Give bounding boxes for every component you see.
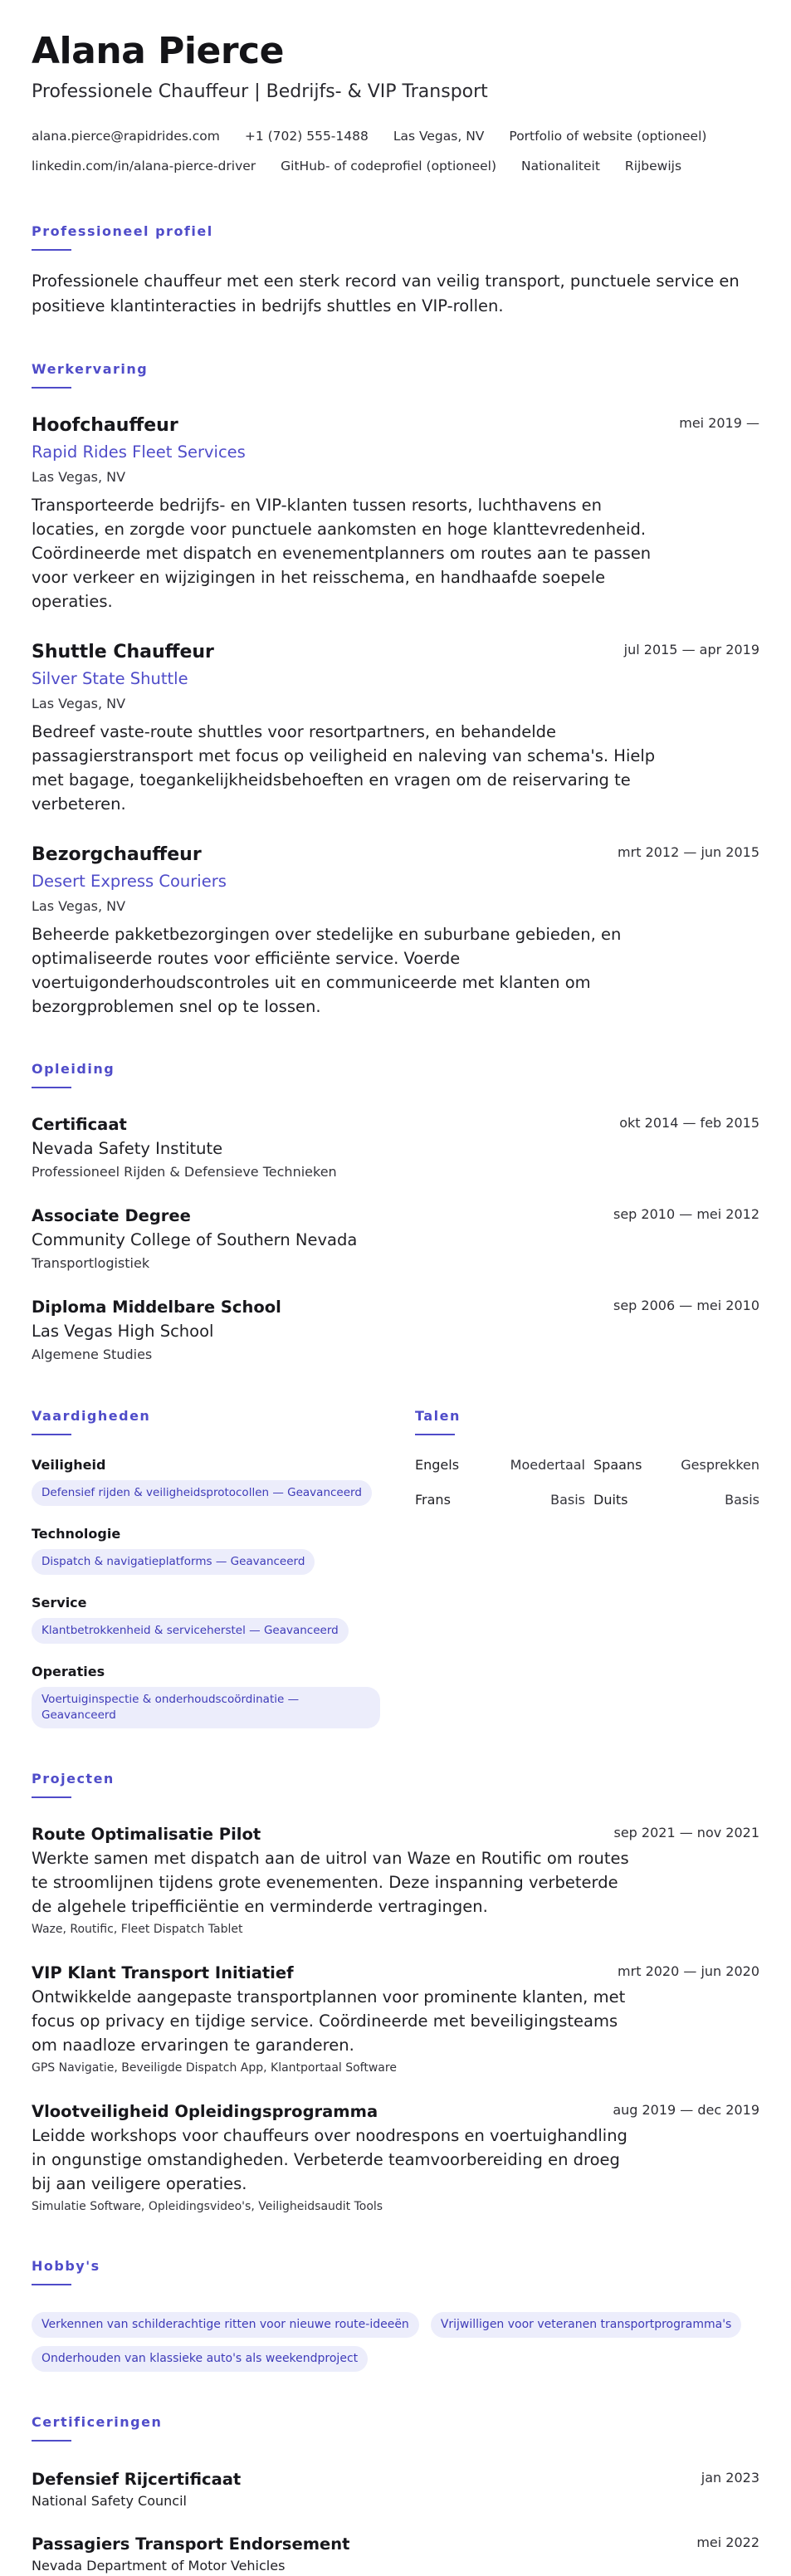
section-title: Professioneel profiel [32,223,213,239]
skill-chip: Dispatch & navigatieplatforms — Geavanceerd [32,1549,315,1575]
education-dates: sep 2006 — mei 2010 [613,1298,759,1313]
project-title: Vlootveiligheid Opleidingsprogramma [32,2102,378,2121]
hobby-chip: Vrijwilligen voor veteranen transportprogramma's [431,2312,742,2338]
education-school: Las Vegas High School [32,1322,214,1341]
certification-date: jan 2023 [701,2470,759,2486]
section-title: Talen [415,1408,461,1424]
education-school: Nevada Safety Institute [32,1139,223,1158]
experience-section [32,360,759,1019]
project-description: Werkte samen met dispatch aan de uitrol van Waze en Routific om routes te stroomlijnen tijdens grote evenementen. Deze inspanning verbeterde de algehele tripefficiëntie en verminderde vertragingen. [32,1849,629,1916]
job-description: Bedreef vaste-route shuttles voor resortpartners, en behandelde passagierstransport met focus op veiligheid en naleving van schema's. Hielp met bagage, toegankelijkheidsbehoeften en vragen om de reiservaring te verbeteren. [32,722,656,814]
contact-linkedin[interactable]: linkedin.com/in/alana-pierce-driver [32,159,256,174]
certification-issuer: National Safety Council [32,2493,187,2509]
skill-group [32,1662,380,1728]
project-entry [32,2100,759,2216]
hobby-list [32,2304,762,2372]
language-name: Duits [593,1492,628,1508]
skill-chip: Defensief rijden & veiligheidsprotocollen — Geavanceerd [32,1480,372,1506]
section-title: Vaardigheden [32,1408,151,1424]
hobby-chip: Verkennen van schilderachtige ritten voor nieuwe route-ideeën [32,2312,419,2338]
project-dates: mrt 2020 — jun 2020 [618,1963,759,1979]
project-tools: Waze, Routific, Fleet Dispatch Tablet [32,1923,243,1936]
section-title: Hobby's [32,2258,100,2274]
education-degree: Diploma Middelbare School [32,1298,281,1317]
languages-section [415,1407,759,1728]
education-dates: okt 2014 — feb 2015 [619,1115,759,1131]
language-level: Gesprekken [681,1457,759,1473]
skill-group [32,1455,380,1506]
skills-section [32,1407,380,1728]
job-entry [32,843,759,1019]
skill-category: Service [32,1595,87,1611]
language-name: Engels [415,1457,460,1473]
contact-email[interactable]: alana.pierce@rapidrides.com [32,129,220,144]
education-dates: sep 2010 — mei 2012 [613,1206,759,1222]
project-title: Route Optimalisatie Pilot [32,1825,261,1844]
contact-phone[interactable]: +1 (702) 555-1488 [244,129,369,144]
education-section [32,1060,759,1366]
contact-portfolio[interactable]: Portfolio of website (optioneel) [509,129,707,144]
education-field: Transportlogistiek [32,1255,150,1271]
job-company: Rapid Rides Fleet Services [32,442,246,462]
profile-section [32,222,759,319]
section-divider [415,1434,455,1435]
job-entry [32,413,759,613]
certification-entry [32,2468,759,2511]
contact-nationality: Nationaliteit [521,159,600,174]
project-title: VIP Klant Transport Initiatief [32,1963,294,1982]
section-title: Werkervaring [32,361,149,377]
project-description: Leidde workshops voor chauffeurs over noodrespons en voertuighandling in ongunstige omstandigheden. Verbeterde teamvoorbereiding en droeg bij aan veiligere operaties. [32,2126,627,2193]
job-title: Hoofchauffeur [32,415,178,436]
certifications-section [32,2413,759,2576]
skill-chip: Voertuiginspectie & onderhoudscoördinatie — Geavanceerd [32,1687,380,1728]
project-description: Ontwikkelde aangepaste transportplannen voor prominente klanten, met focus op privacy en tijdige service. Coördineerde met beveiligingsteams om naadloze ervaringen te garanderen. [32,1987,626,2055]
education-degree: Certificaat [32,1115,127,1134]
skill-category: Technologie [32,1526,121,1542]
contact-github[interactable]: GitHub- of codeprofiel (optioneel) [281,159,497,174]
header [32,30,759,181]
certification-date: mei 2022 [696,2534,759,2550]
project-dates: aug 2019 — dec 2019 [613,2102,759,2118]
section-divider [32,1796,71,1798]
hobbies-section [32,2257,759,2372]
job-dates: mrt 2012 — jun 2015 [618,844,759,860]
project-tools: Simulatie Software, Opleidingsvideo's, Veiligheidsaudit Tools [32,2200,383,2213]
job-entry [32,640,759,816]
language-name: Spaans [593,1457,642,1473]
project-dates: sep 2021 — nov 2021 [613,1825,759,1840]
education-degree: Associate Degree [32,1206,191,1225]
language-level: Basis [550,1492,585,1508]
education-entry [32,1205,759,1274]
education-school: Community College of Southern Nevada [32,1230,358,1249]
skill-group [32,1593,380,1644]
skill-group [32,1524,380,1575]
skill-chip: Klantbetrokkenheid & serviceherstel — Geavanceerd [32,1618,349,1644]
project-entry [32,1962,759,2077]
language-level: Basis [725,1492,759,1508]
contact-list [32,121,762,181]
job-dates: mei 2019 — [679,415,759,431]
education-entry [32,1296,759,1366]
section-title: Projecten [32,1771,115,1787]
section-divider [32,1434,71,1435]
education-field: Algemene Studies [32,1347,153,1362]
certification-entry [32,2533,759,2576]
candidate-name: Alana Pierce [32,30,284,72]
contact-license: Rijbewijs [624,159,682,174]
job-title: Shuttle Chauffeur [32,642,214,662]
job-dates: jul 2015 — apr 2019 [623,642,759,657]
education-entry [32,1113,759,1183]
language-level: Moedertaal [510,1457,585,1473]
job-title: Bezorgchauffeur [32,844,202,865]
job-location: Las Vegas, NV [32,469,126,485]
job-description: Beheerde pakketbezorgingen over stedelijke en suburbane gebieden, en optimaliseerde routes voor efficiënte service. Voerde voertuigonderhoudscontroles uit en communiceerde met klanten om bezorgproblemen snel op te lossen. [32,925,622,1016]
section-divider [32,387,71,389]
language-name: Frans [415,1492,451,1508]
job-company: Silver State Shuttle [32,669,188,688]
section-divider [32,249,71,251]
certification-name: Passagiers Transport Endorsement [32,2534,350,2554]
job-company: Desert Express Couriers [32,872,227,891]
section-divider [32,1087,71,1088]
section-title: Opleiding [32,1061,115,1077]
hobby-chip: Onderhouden van klassieke auto's als weekendproject [32,2346,368,2372]
skill-category: Operaties [32,1664,105,1679]
section-divider [32,2440,71,2442]
job-location: Las Vegas, NV [32,898,126,914]
profile-summary: Professionele chauffeur met een sterk record van veilig transport, punctuele service en positieve klantinteracties in bedrijfs shuttles en VIP-rollen. [32,271,740,315]
project-entry [32,1823,759,1938]
job-location: Las Vegas, NV [32,696,126,711]
job-description: Transporteerde bedrijfs- en VIP-klanten tussen resorts, luchthavens en locaties, en zorgde voor punctuele aankomsten en hoge klanttevredenheid. Coördineerde met dispatch en evenementplanners om routes aan te passen voor verkeer en wijzigingen in het reisschema, en handhaafde soepele operaties. [32,496,652,611]
section-divider [32,2284,71,2285]
education-field: Professioneel Rijden & Defensieve Technieken [32,1164,337,1180]
certification-name: Defensief Rijcertificaat [32,2470,242,2489]
skill-category: Veiligheid [32,1457,106,1473]
certification-issuer: Nevada Department of Motor Vehicles [32,2558,286,2574]
contact-location: Las Vegas, NV [393,129,485,144]
projects-section [32,1770,759,2216]
headline: Professionele Chauffeur | Bedrijfs- & VIP Transport [32,81,488,102]
section-title: Certificeringen [32,2414,163,2430]
skills-languages-row [32,1407,759,1728]
language-grid [415,1455,759,1510]
project-tools: GPS Navigatie, Beveiligde Dispatch App, Klantportaal Software [32,2061,397,2075]
